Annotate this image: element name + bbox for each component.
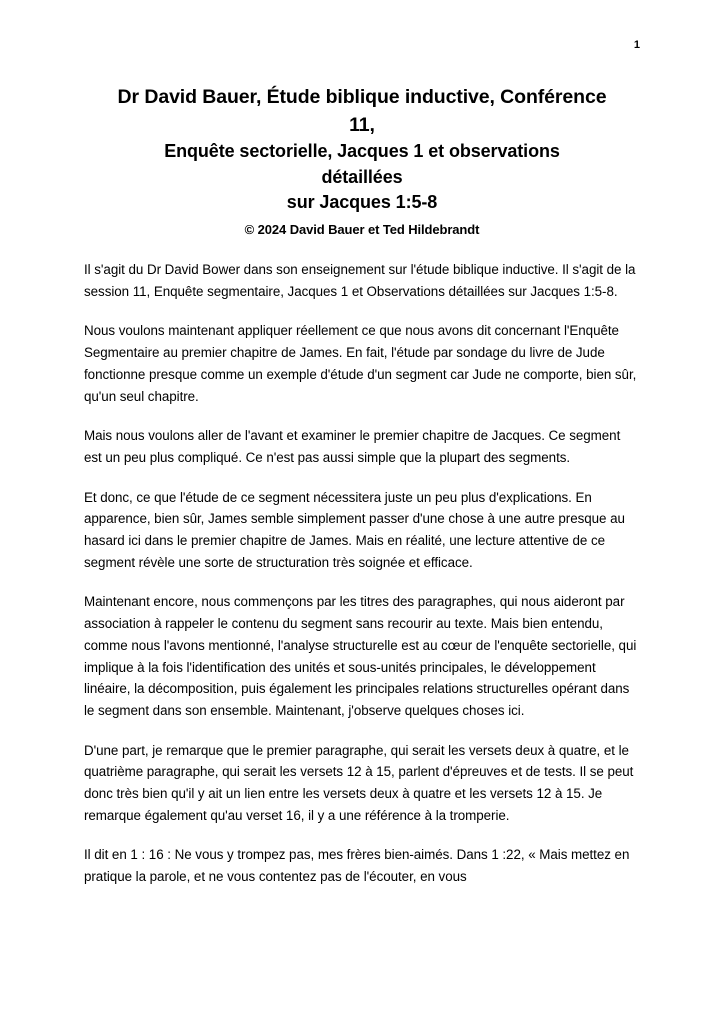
paragraph: Il dit en 1 : 16 : Ne vous y trompez pas, mes frères bien-aimés. Dans 1 :22, « Mais mettez en pratique la parole, et ne vous contentez pas de l'écouter, en vous [84,847,630,885]
title-line-4: détaillées [321,166,403,187]
title-line-5: sur Jacques 1:5-8 [286,192,438,213]
paragraph: Maintenant encore, nous commençons par les titres des paragraphes, qui nous aideront par association à rappeler le contenu du segment sans recourir au texte. Mais bien entendu, comme nous l'avons mentionné, l'analyse structurelle est au cœur de l'enquête sectorielle, qui implique à la fois l'identification des unités et sous-unités principales, le développement linéaire, la décomposition, puis également les principales relations structurelles opérant dans le segment dans son ensemble. Maintenant, j'observe quelques choses ici. [84,594,637,718]
title-line-3: Enquête sectorielle, Jacques 1 et observations [164,141,560,162]
document-body [84,259,640,888]
document-title [84,84,640,216]
paragraph: Et donc, ce que l'étude de ce segment nécessitera juste un peu plus d'explications. En apparence, bien sûr, James semble simplement passer d'une chose à une autre presque au hasard ici dans le premier chapitre de James. Mais en réalité, une lecture attentive de ce segment révèle une sorte de structuration très soignée et efficace. [84,489,625,570]
copyright-notice: © 2024 David Bauer et Ted Hildebrandt [244,222,480,238]
paragraph: Il s'agit du Dr David Bower dans son enseignement sur l'étude biblique inductive. Il s'agit de la session 11, Enquête segmentaire, Jacques 1 et Observations détaillées sur Jacques 1:5-8. [84,262,636,299]
paragraph: Nous voulons maintenant appliquer réellement ce que nous avons dit concernant l'Enquête Segmentaire au premier chapitre de James. En fait, l'étude par sondage du livre de Jude fonctionne presque comme un exemple d'étude d'un segment car Jude ne comporte, bien sûr, qu'un seul chapitre. [84,323,637,404]
title-line-1: Dr David Bauer, Étude biblique inductive, Conférence [117,86,607,108]
paragraph: Mais nous voulons aller de l'avant et examiner le premier chapitre de Jacques. Ce segment est un peu plus compliqué. Ce n'est pas aussi simple que la plupart des segments. [84,428,621,465]
paragraph: D'une part, je remarque que le premier paragraphe, qui serait les versets deux à quatre, et le quatrième paragraphe, qui serait les versets 12 à 15, parlent d'épreuves et de tests. Il se peut donc très bien qu'il y ait un lien entre les versets deux à quatre et les versets 12 à 15. Je remarque également qu'au verset 16, il y a une référence à la tromperie. [84,742,634,823]
title-line-2: 11, [349,113,375,136]
page-number: 1 [633,39,640,51]
